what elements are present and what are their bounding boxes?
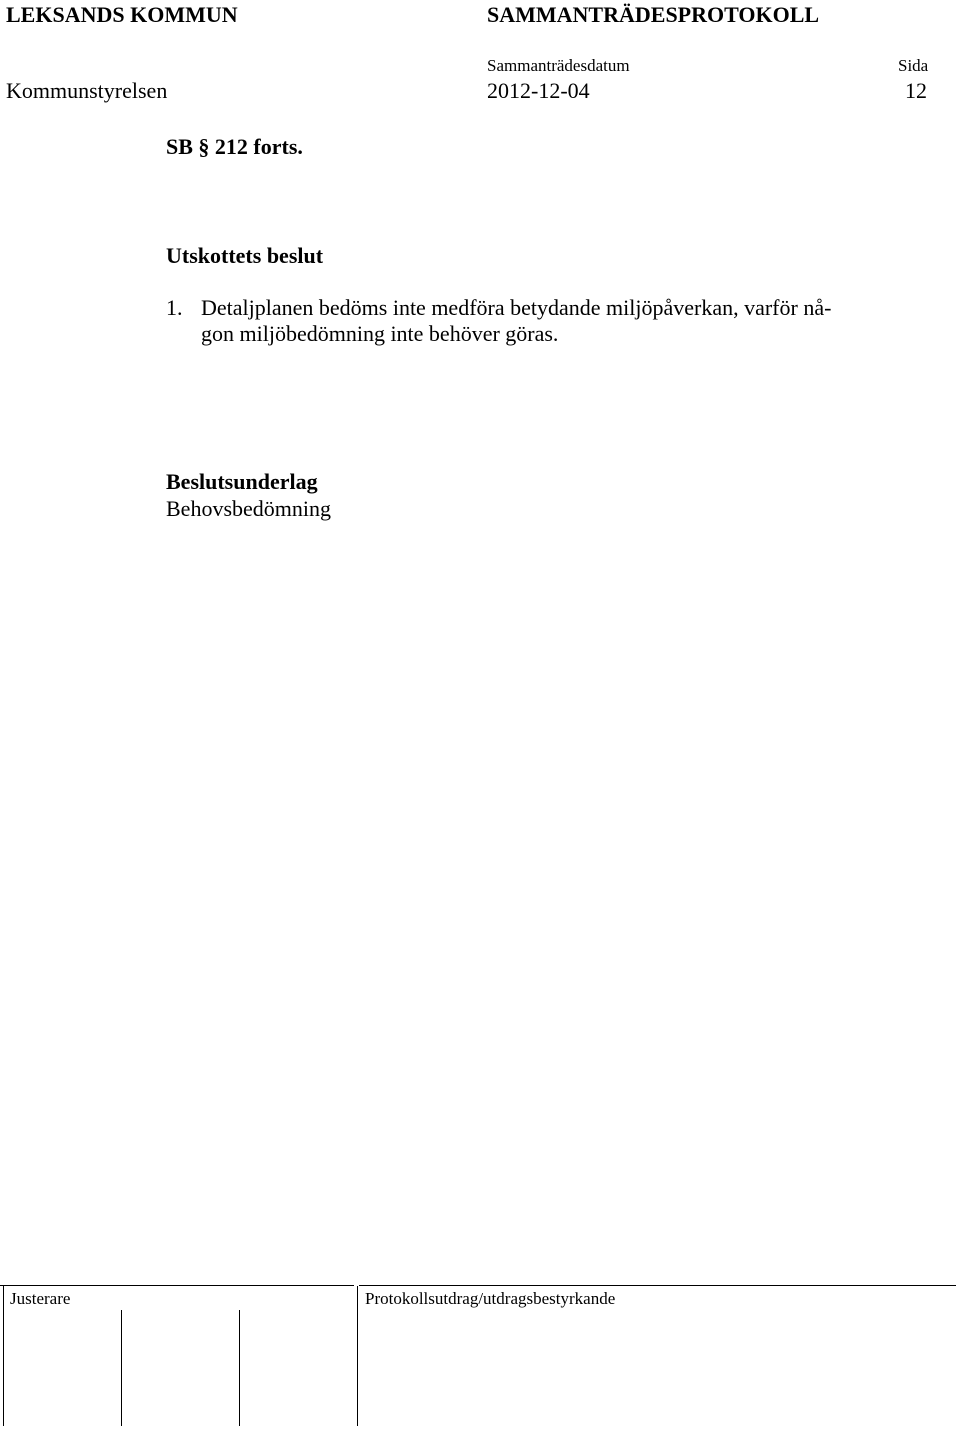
document-type: SAMMANTRÄDESPROTOKOLL	[487, 2, 820, 27]
committee-name: Kommunstyrelsen	[6, 78, 168, 103]
decision-text-line-1: Detaljplanen bedöms inte medföra betydande miljöpåverkan, varför nå-	[201, 295, 832, 320]
decision-heading: Utskottets beslut	[166, 243, 324, 268]
signature-box-divider	[239, 1310, 240, 1426]
meeting-date-label: Sammanträdesdatum	[487, 56, 630, 75]
footer-divider-right	[359, 1285, 956, 1286]
page-number: 12	[905, 78, 927, 103]
signature-box-divider	[121, 1310, 122, 1426]
decision-number: 1.	[166, 295, 183, 320]
footer-divider-left	[0, 1285, 354, 1286]
signature-box-border	[3, 1286, 4, 1426]
section-reference: SB § 212 forts.	[166, 134, 303, 159]
organization-name: LEKSANDS KOMMUN	[6, 2, 238, 27]
meeting-date: 2012-12-04	[487, 78, 590, 103]
basis-heading: Beslutsunderlag	[166, 469, 318, 494]
decision-text-line-2: gon miljöbedömning inte behöver göras.	[201, 321, 559, 346]
extract-certification-label: Protokollsutdrag/utdragsbestyrkande	[365, 1289, 616, 1308]
signature-box-border	[357, 1286, 358, 1426]
decision-list	[166, 295, 866, 347]
page-label: Sida	[898, 56, 929, 75]
basis-item: Behovsbedömning	[166, 496, 331, 521]
adjusters-label: Justerare	[10, 1289, 71, 1308]
decision-item	[166, 295, 866, 347]
